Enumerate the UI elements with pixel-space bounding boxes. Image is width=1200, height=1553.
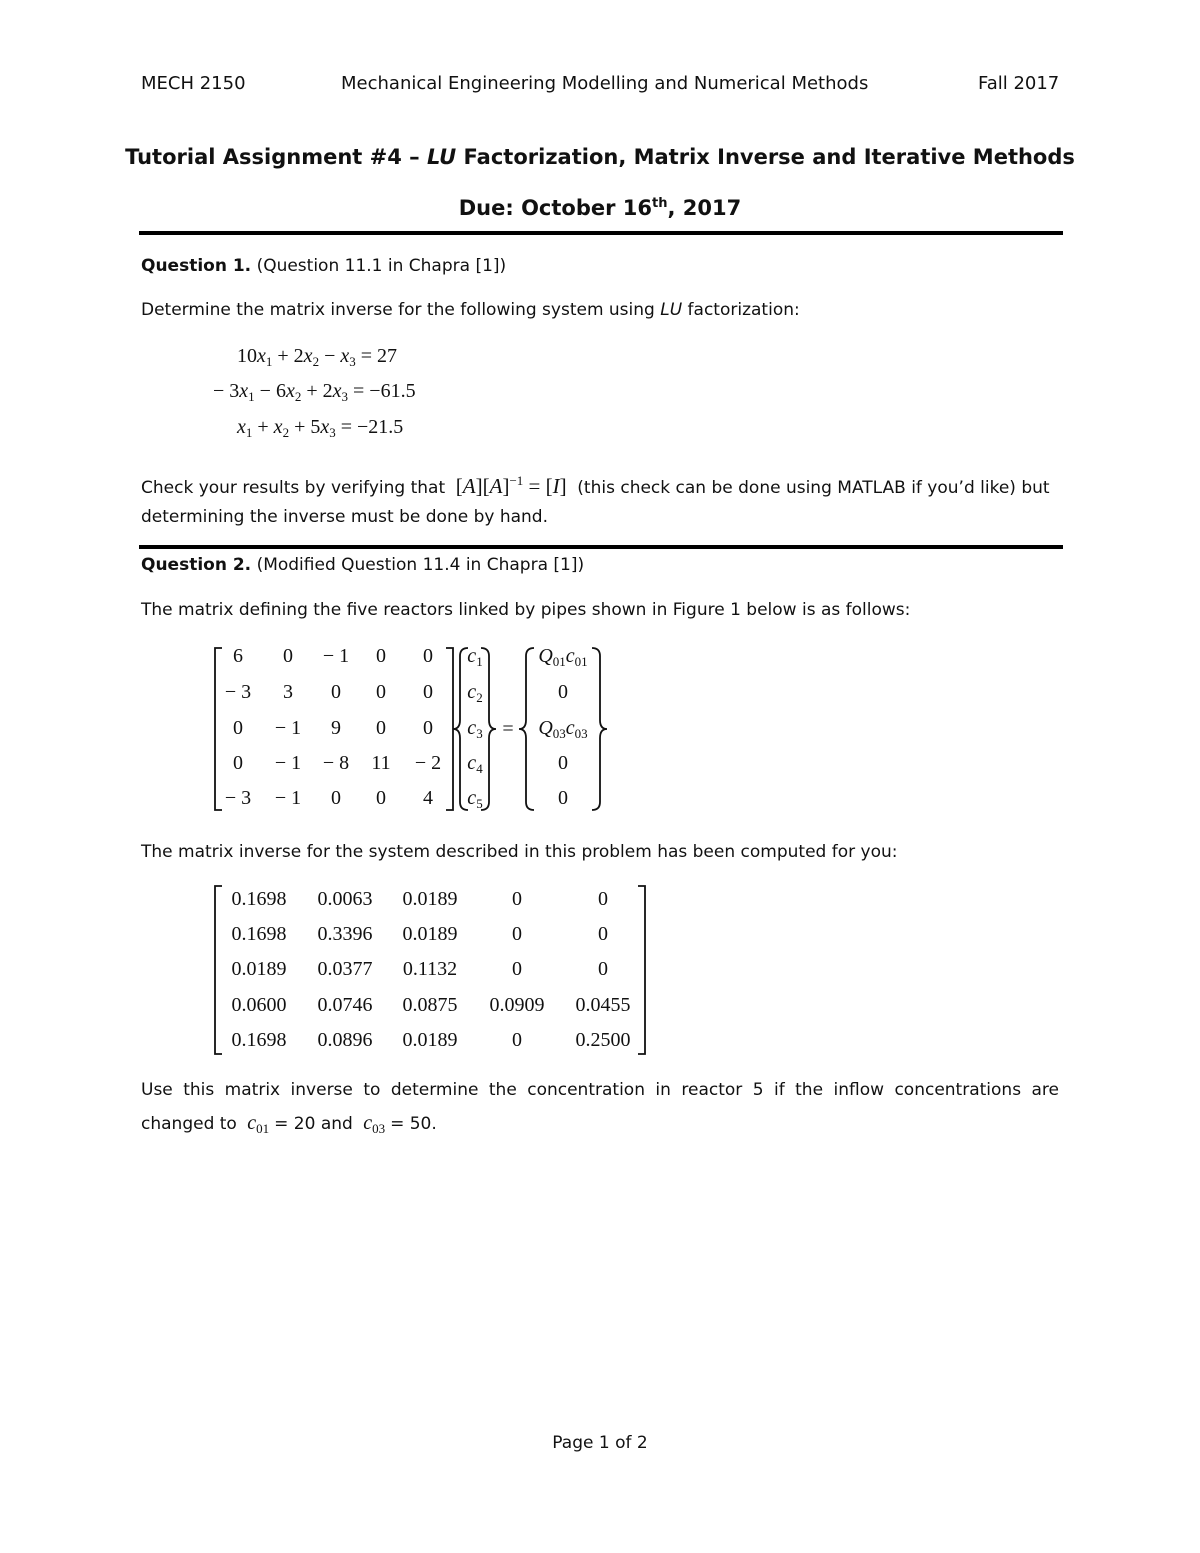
inverse-cell: 0.0063 <box>317 888 373 910</box>
matrix-cell: − 8 <box>322 752 350 774</box>
header-course-title: Mechanical Engineering Modelling and Numerical Methods <box>341 73 869 94</box>
page-title: Tutorial Assignment #4 – LU Factorization, Matrix Inverse and Iterative Methods <box>125 145 1075 169</box>
inverse-cell: 0.1698 <box>231 888 287 910</box>
matrix-cell: 0 <box>423 717 433 739</box>
inverse-cell: 0 <box>598 888 608 910</box>
unknown-c1: $c_1$ <box>467 645 483 669</box>
rhs-entry: 0 <box>558 681 568 703</box>
q2-intro: The matrix defining the five reactors linked by pipes shown in Figure 1 below is as follows: <box>141 600 911 620</box>
matrix-cell: − 1 <box>322 645 350 667</box>
inverse-cell: 0.0600 <box>231 994 287 1016</box>
matrix-cell: 4 <box>423 787 433 809</box>
matrix-cell: 0 <box>283 645 293 667</box>
inverse-cell: 0 <box>512 1029 522 1051</box>
page-number: Page 1 of 2 <box>552 1433 648 1453</box>
unknown-c3: $c_3$ <box>467 717 483 741</box>
matrix-cell: 0 <box>376 787 386 809</box>
matrix-cell: 0 <box>376 717 386 739</box>
inverse-cell: 0.0189 <box>402 923 458 945</box>
inverse-cell: 0.0909 <box>489 994 545 1016</box>
q1-instruction: Determine the matrix inverse for the following system using LU factorization: <box>141 300 800 320</box>
header-term: Fall 2017 <box>978 73 1060 94</box>
inverse-cell: 0 <box>512 923 522 945</box>
matrix-cell: 0 <box>233 752 243 774</box>
inverse-cell: 0.0189 <box>402 1029 458 1051</box>
due-date: Due: October 16th, 2017 <box>458 196 742 220</box>
matrix-cell: 11 <box>371 752 391 774</box>
inverse-cell: 0 <box>512 888 522 910</box>
matrix-cell: 0 <box>423 645 433 667</box>
matrix-cell: 0 <box>376 645 386 667</box>
unknown-c5: $c_5$ <box>467 787 483 811</box>
inverse-cell: 0.1698 <box>231 1029 287 1051</box>
inverse-cell: 0.0746 <box>317 994 373 1016</box>
inverse-cell: 0.0455 <box>575 994 631 1016</box>
matrix-cell: − 3 <box>224 681 252 703</box>
inverse-cell: 0.0189 <box>231 958 287 980</box>
q1-equation-2: − $3x_1 - 6x_2 + 2x_3 = -61.5$ <box>213 380 416 404</box>
matrix-cell: 0 <box>331 787 341 809</box>
inverse-cell: 0.1698 <box>231 923 287 945</box>
rhs-entry: 0 <box>558 787 568 809</box>
matrix-cell: − 2 <box>414 752 442 774</box>
q1-equation-1: $10x_1 + 2x_2 - x_3 = 27$ <box>237 345 398 369</box>
inverse-cell: 0.0896 <box>317 1029 373 1051</box>
q1-check-line: Check your results by verifying that $[A][A]^{-1} = [I]$ (this check can be done using MATLAB if you’d like) but <box>141 473 1050 498</box>
q1-equation-3: $x_1 + x_2 + 5x_3 = -21.5$ <box>237 416 404 440</box>
matrix-cell: 6 <box>233 645 243 667</box>
matrix-cell: 0 <box>376 681 386 703</box>
identity-check-formula: $[A][A]^{-1} = [I]$ <box>450 473 572 498</box>
q2-task-line-1: Use this matrix inverse to determine the concentration in reactor 5 if the inflow concentrations are <box>141 1080 1059 1100</box>
q2-heading: Question 2. (Modified Question 11.4 in Chapra [1]) <box>141 555 585 575</box>
header-course: MECH 2150 <box>141 73 246 94</box>
inverse-cell: 0.0377 <box>317 958 373 980</box>
inverse-cell: 0.1132 <box>402 958 458 980</box>
matrix-cell: − 1 <box>274 787 302 809</box>
matrix-cell: − 1 <box>274 752 302 774</box>
matrix-cell: 0 <box>423 681 433 703</box>
q2-task-line-2: changed to $c_{01} = 20$ and $c_{03} = 50$. <box>141 1112 437 1136</box>
q1-check-line-2: determining the inverse must be done by hand. <box>141 507 549 527</box>
matrix-cell: − 3 <box>224 787 252 809</box>
inverse-cell: 0.2500 <box>575 1029 631 1051</box>
rhs-entry: 0 <box>558 752 568 774</box>
equals-sign: = <box>502 718 514 740</box>
inverse-cell: 0.3396 <box>317 923 373 945</box>
q1-heading: Question 1. (Question 11.1 in Chapra [1]) <box>141 256 507 276</box>
rhs-entry: $Q_{03}c_{03}$ <box>538 717 588 741</box>
unknown-c2: $c_2$ <box>467 681 483 705</box>
inverse-cell: 0.0875 <box>402 994 458 1016</box>
q2-inverse-intro: The matrix inverse for the system described in this problem has been computed for you: <box>141 842 898 862</box>
unknown-c4: $c_4$ <box>467 752 483 776</box>
matrix-cell: − 1 <box>274 717 302 739</box>
matrix-cell: 0 <box>331 681 341 703</box>
rhs-entry: $Q_{01}c_{01}$ <box>538 645 588 669</box>
matrix-cell: 0 <box>233 717 243 739</box>
inverse-cell: 0 <box>598 958 608 980</box>
inverse-cell: 0.0189 <box>402 888 458 910</box>
matrix-cell: 9 <box>331 717 341 739</box>
matrix-cell: 3 <box>283 681 293 703</box>
inverse-cell: 0 <box>598 923 608 945</box>
inverse-cell: 0 <box>512 958 522 980</box>
